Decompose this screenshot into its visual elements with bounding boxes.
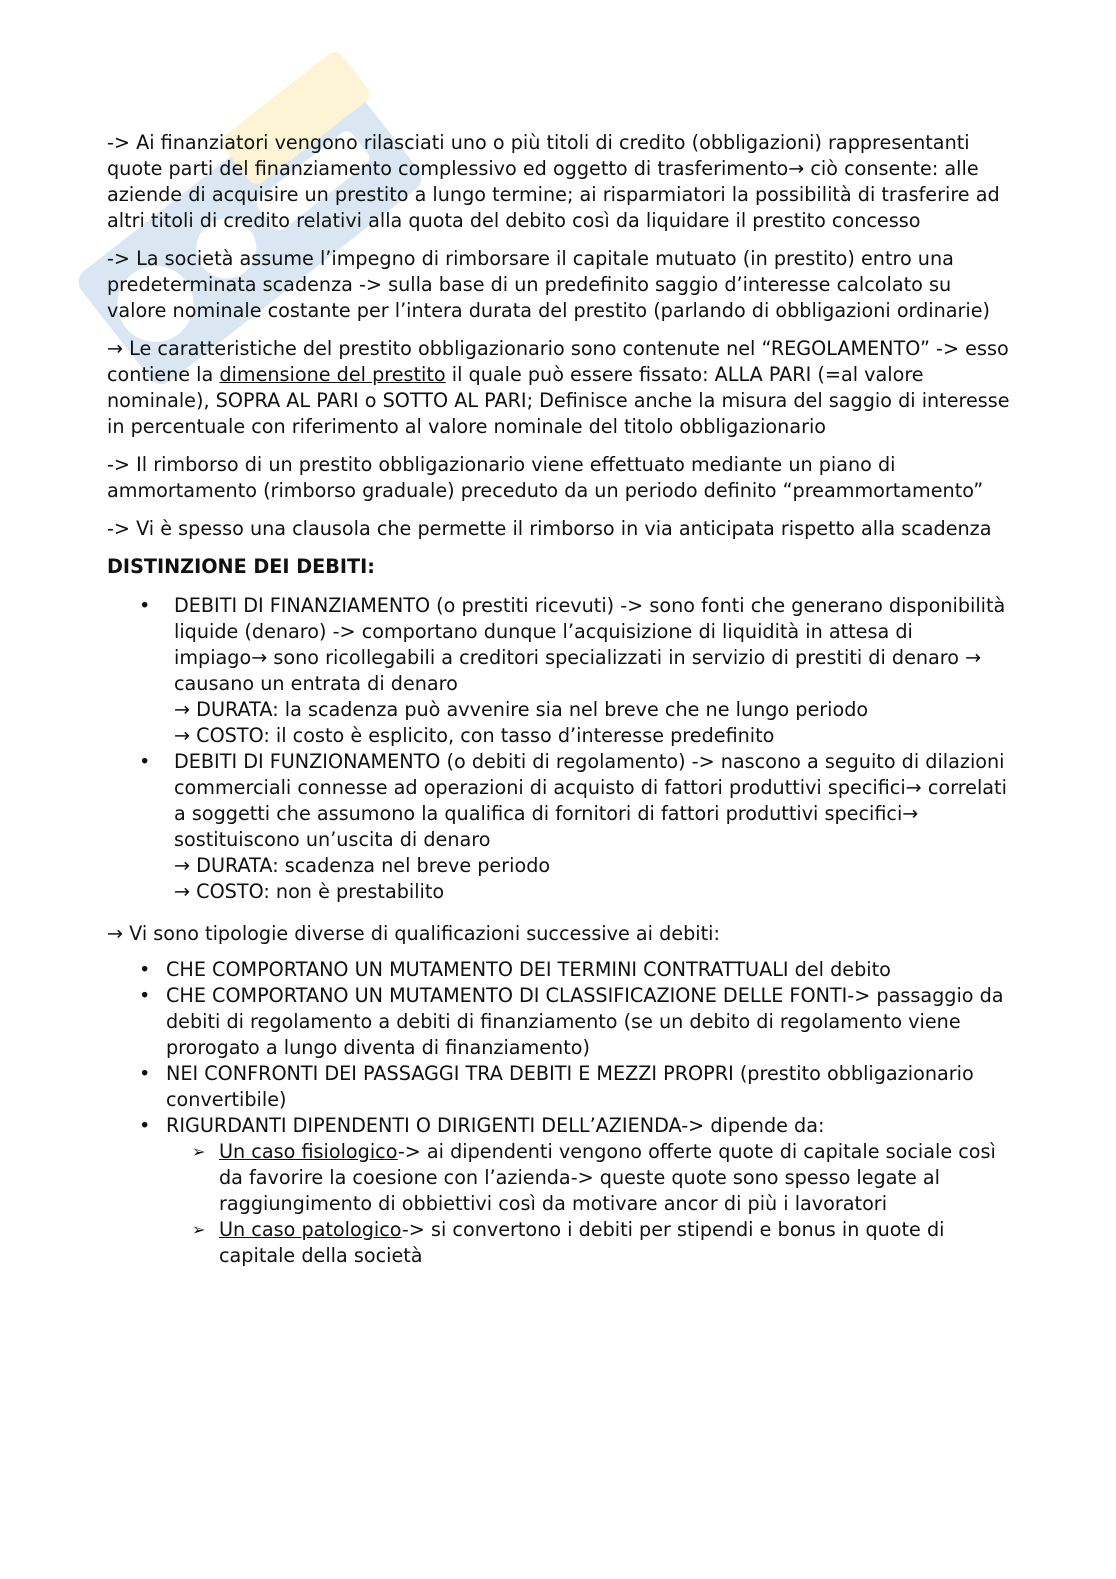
debiti-funzionamento-durata: → DURATA: scadenza nel breve periodo	[174, 854, 551, 877]
debiti-finanziamento-text: • DEBITI DI FINANZIAMENTO (o prestiti ricevuti) -> sono fonti che generano disponibilità liquide (denaro) -> comportano dunque l’acquisizione di liquidità in attesa di impiago→ sono ricollegabili a creditori specializzati in servizio di prestiti di denaro → causano un entrata di denaro	[174, 594, 1006, 695]
debiti-finanziamento-durata: → DURATA: la scadenza può avvenire sia nel breve che ne lungo periodo	[174, 698, 869, 721]
arrowhead-bullet-icon: ➢	[192, 1142, 206, 1161]
list-item-caso-patologico	[166, 1217, 1012, 1269]
paragraph-rimborso: -> Il rimborso di un prestito obbligazionario viene effettuato mediante un piano di ammortamento (rimborso graduale) preceduto da un periodo definito “preammortamento”	[107, 453, 984, 502]
list-item-caso-fisiologico	[166, 1139, 1012, 1217]
regolamento-text-after: il quale può essere fissato: ALLA PARI (=al valore nominale), SOPRA AL PARI o SOTTO AL PARI; Definisce anche la misura del saggio di interesse in percentuale con riferimento al valore nominale del titolo obbligazionario	[107, 363, 1010, 438]
list-item-debiti-finanziamento	[107, 593, 1012, 749]
debts-list	[107, 593, 1012, 905]
paragraph-tipologie: → Vi sono tipologie diverse di qualificazioni successive ai debiti:	[107, 922, 720, 945]
arrowhead-bullet-icon: ➢	[192, 1220, 206, 1239]
dimensione-prestito-underlined: dimensione del prestito	[219, 363, 446, 386]
qualifications-list	[107, 957, 1012, 1269]
regolamento-text-before: → Le caratteristiche del prestito obbligazionario sono contenute nel “REGOLAMENTO” -> esso contiene la	[107, 337, 1009, 386]
caso-fisiologico-text: -> ai dipendenti vengono offerte quote di capitale sociale così da favorire la coesione con l’azienda-> queste quote sono spesso legate al raggiungimento di obbiettivi così da motivare ancor di più i lavoratori	[219, 1140, 996, 1215]
debiti-finanziamento-costo: → COSTO: il costo è esplicito, con tasso d’interesse predefinito	[174, 724, 775, 747]
cases-list	[166, 1139, 1012, 1269]
section-heading-distinzione: DISTINZIONE DEI DEBITI:	[107, 555, 375, 578]
paragraph-finanziatori: -> Ai finanziatori vengono rilasciati uno o più titoli di credito (obbligazioni) rappresentanti quote parti del finanziamento complessivo ed oggetto di trasferimento→ ciò consente: alle aziende di acquisire un prestito a lungo termine; ai risparmiatori la possibilità di trasferire ad altri titoli di credito relativi alla quota del debito così da liquidare il prestito concesso	[107, 131, 1000, 232]
caso-patologico-text: -> si convertono i debiti per stipendi e bonus in quote di capitale della società	[219, 1218, 945, 1267]
caso-patologico-title: Un caso patologico	[219, 1218, 402, 1241]
list-item-dipendenti-dirigenti	[107, 1113, 1012, 1269]
paragraph-clausola: -> Vi è spesso una clausola che permette il rimborso in via anticipata rispetto alla scadenza	[107, 517, 992, 540]
paragraph-impegno-rimborso: -> La società assume l’impegno di rimborsare il capitale mutuato (in prestito) entro una predeterminata scadenza -> sulla base di un predefinito saggio d’interesse calcolato su valore nominale costante per l’intera durata del prestito (parlando di obbligazioni ordinarie)	[107, 247, 991, 322]
list-item-termini-contrattuali: • CHE COMPORTANO UN MUTAMENTO DEI TERMINI CONTRATTUALI del debito	[107, 957, 1012, 983]
document-page	[107, 130, 1012, 1269]
debiti-funzionamento-text: • DEBITI DI FUNZIONAMENTO (o debiti di regolamento) -> nascono a seguito di dilazioni commerciali connesse ad operazioni di acquisto di fattori produttivi specifici→ correlati a soggetti che assumono la qualifica di fornitori di fattori produttivi specifici→ sostituiscono un’uscita di denaro	[174, 750, 1007, 851]
list-item-classificazione-fonti: • CHE COMPORTANO UN MUTAMENTO DI CLASSIFICAZIONE DELLE FONTI-> passaggio da debiti di regolamento a debiti di finanziamento (se un debito di regolamento viene prorogato a lungo diventa di finanziamento)	[107, 983, 1012, 1061]
dipendenti-dirigenti-text: • RIGURDANTI DIPENDENTI O DIRIGENTI DELL’AZIENDA-> dipende da:	[166, 1114, 825, 1137]
paragraph-regolamento	[107, 336, 1012, 440]
list-item-passaggi-mezzi-propri: • NEI CONFRONTI DEI PASSAGGI TRA DEBITI E MEZZI PROPRI (prestito obbligazionario convertibile)	[107, 1061, 1012, 1113]
caso-fisiologico-title: Un caso fisiologico	[219, 1140, 398, 1163]
list-item-debiti-funzionamento	[107, 749, 1012, 905]
debiti-funzionamento-costo: → COSTO: non è prestabilito	[174, 880, 445, 903]
